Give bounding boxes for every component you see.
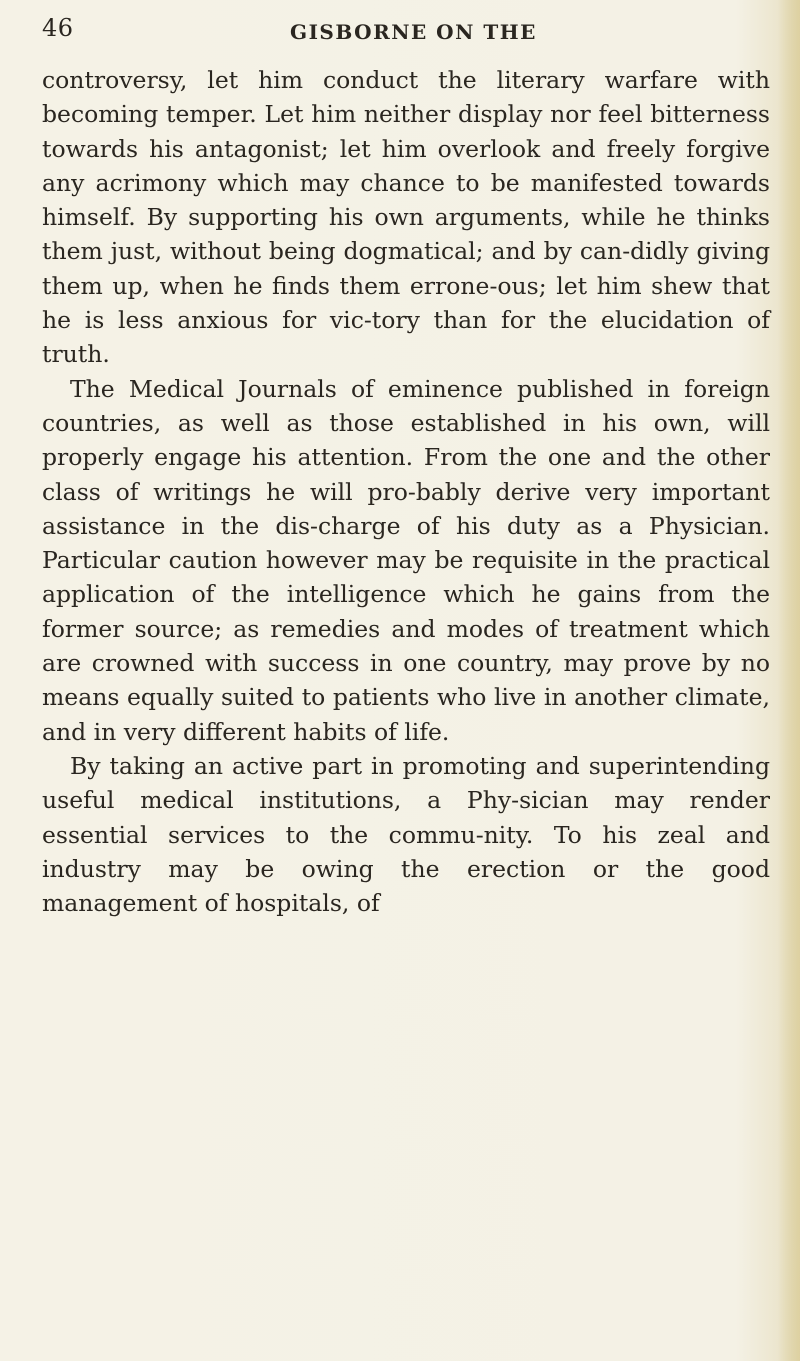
body-text (42, 63, 770, 920)
page-header (40, 14, 780, 54)
paragraph-2: The Medical Journals of eminence published in foreign countries, as well as those established in his own, will properly engage his attention. From the one and the other class of writings he will pro-bably derive very important assistance in the dis-charge of his duty as a Physician. Particular caution however may be requisite in the practical application of the intelligence which he gains from the former source; as remedies and modes of treatment which are crowned with success in one country, may prove by no means equally suited to patients who live in another climate, and in very different habits of life. (42, 374, 770, 746)
page-edge-stain (778, 0, 800, 1361)
paragraph-3: By taking an active part in promoting and superintending useful medical institutions, a Phy-sician may render essential services to the commu-nity. To his zeal and industry may be owing the erection or the good management of hospitals, of (42, 751, 770, 918)
page-number: 46 (42, 14, 74, 42)
paragraph-1: controversy, let him conduct the literary warfare with becoming temper. Let him neither display nor feel bitterness towards his antagonist; let him overlook and freely forgive any acrimony which may chance to be manifested towards himself. By supporting his own arguments, while he thinks them just, without being dogmatical; and by can-didly giving them up, when he finds them errone-ous; let him shew that he is less anxious for vic-tory than for the elucidation of truth. (42, 66, 770, 369)
running-title: GISBORNE ON THE (290, 20, 537, 44)
